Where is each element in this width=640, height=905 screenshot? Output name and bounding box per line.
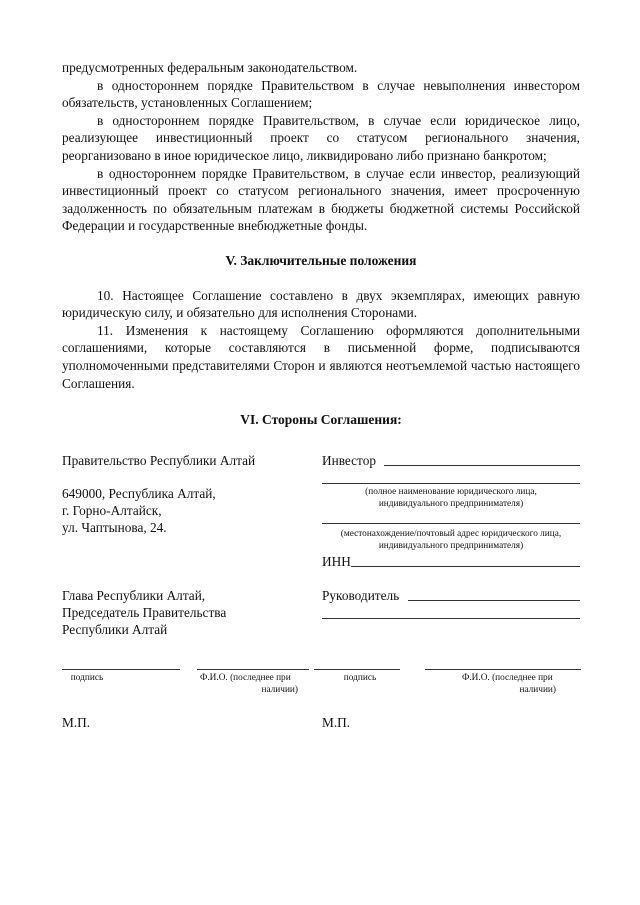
section-title: V. Заключительные положения — [225, 252, 417, 268]
address-hint-1: (местонахождение/почтовый адрес юридического лица, — [340, 529, 562, 539]
head-field[interactable] — [408, 600, 580, 601]
name-hint-2: индивидуального предпринимателя) — [378, 499, 524, 509]
address-hint-2: индивидуального предпринимателя) — [378, 541, 524, 551]
name-hint-1: (полное наименование юридического лица, — [365, 487, 537, 497]
document-body — [62, 59, 580, 446]
left-party: Правительство Республики Алтай — [62, 453, 256, 468]
left-signature-label: подпись — [70, 673, 104, 683]
right-signature-line[interactable] — [314, 669, 400, 670]
left-address-3: ул. Чаптынова, 24. — [62, 520, 167, 535]
left-position-2: Председатель Правительства — [62, 605, 227, 620]
investor-address-field[interactable] — [322, 523, 580, 524]
paragraph: предусмотренных федеральным законодательством. — [62, 60, 358, 75]
inn-field[interactable] — [351, 566, 580, 567]
right-fio-label-2: наличии) — [519, 685, 556, 695]
left-fio-line[interactable] — [197, 669, 309, 670]
investor-name-field[interactable] — [322, 483, 580, 484]
head-field-2[interactable] — [322, 618, 580, 619]
left-address-2: г. Горно-Алтайск, — [62, 503, 162, 518]
investor-field[interactable] — [384, 465, 580, 466]
left-signature-line[interactable] — [62, 669, 180, 670]
left-position-3: Республики Алтай — [62, 622, 168, 637]
paragraph: в одностороннем порядке Правительством, в случае если инвестор, реализующий инвестиционный проект со статусом регионального значения, имеет просроченную задолженность по обязательным платежам в бюджеты бюджетной системы Российской Федерации и государственные внебюджетные фонды. — [62, 165, 580, 234]
left-fio-label-1: Ф.И.О. (последнее при — [200, 673, 291, 683]
left-position-1: Глава Республики Алтай, — [62, 588, 206, 603]
right-signature-label: подпись — [343, 673, 377, 683]
left-stamp: М.П. — [62, 715, 91, 730]
left-address-1: 649000, Республика Алтай, — [62, 486, 216, 501]
right-party: Инвестор — [322, 453, 376, 468]
right-stamp: М.П. — [322, 715, 351, 730]
right-fio-label-1: Ф.И.О. (последнее при — [462, 673, 553, 683]
head-label: Руководитель — [322, 588, 400, 603]
section-title: VI. Стороны Соглашения: — [240, 412, 402, 428]
left-fio-label-2: наличии) — [261, 685, 298, 695]
paragraph: 11. Изменения к настоящему Соглашению оформляются дополнительными соглашениями, которые составляются в письменной форме, подписываются уполномоченными представителями Сторон и являются неотъемлемой частью настоящего Соглашения. — [62, 322, 580, 391]
paragraph: 10. Настоящее Соглашение составлено в двух экземплярах, имеющих равную юридическую силу, и обязательно для исполнения Сторонами. — [62, 287, 580, 321]
right-fio-line[interactable] — [425, 669, 581, 670]
paragraph: в одностороннем порядке Правительством, в случае если юридическое лицо, реализующее инвестиционный проект со статусом регионального значения, реорганизовано в иное юридическое лицо, ликвидировано либо признано банкротом; — [62, 112, 580, 163]
inn-label: ИНН — [322, 554, 351, 569]
paragraph: в одностороннем порядке Правительством в случае невыполнения инвестором обязательств, установленных Соглашением; — [62, 77, 580, 111]
